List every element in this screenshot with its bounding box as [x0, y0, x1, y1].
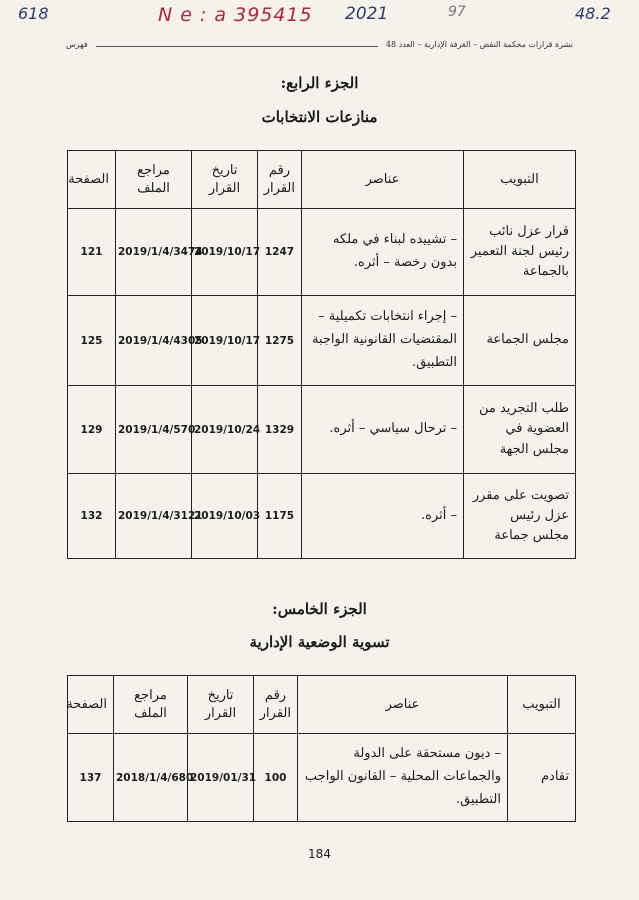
cell-elements: – أثره. [302, 474, 464, 559]
header-decision-date: تاريخ القرار [188, 676, 254, 734]
cell-category: طلب التجريد من العضوية في مجلس الجهة [464, 386, 576, 474]
cell-decision-number: 100 [254, 734, 298, 822]
header-page: الصفحة [68, 151, 116, 209]
table-row [68, 209, 576, 296]
part4-title: منازعات الانتخابات [261, 108, 378, 126]
elections-disputes-table [67, 150, 576, 559]
handwritten-year: 2021 [345, 4, 389, 24]
cell-decision-date: 2019/10/03 [192, 474, 258, 559]
header-file-reference: مراجع الملف [116, 151, 192, 209]
header-elements: عناصر [302, 151, 464, 209]
cell-category: تقادم [508, 734, 576, 822]
header-file-reference: مراجع الملف [114, 676, 188, 734]
cell-decision-date: 2019/10/17 [192, 296, 258, 386]
table-row [68, 296, 576, 386]
handwritten-red-reference: N e : a 395415 [158, 4, 313, 26]
table-row [68, 386, 576, 474]
cell-page: 121 [68, 209, 116, 296]
table-row [68, 734, 576, 822]
running-head-publication: نشرة قرارات محكمة النقض – الغرفة الإدارية – العدد 48 [385, 40, 573, 49]
header-category: التبويب [508, 676, 576, 734]
cell-elements: – تشييده لبناء في ملكه بدون رخصة – أثره. [302, 209, 464, 296]
header-elements: عناصر [298, 676, 508, 734]
page-number: 184 [308, 847, 331, 861]
cell-category: قرار عزل نائب رئيس لجنة التعمير بالجماعة [464, 209, 576, 296]
running-head-rule [96, 46, 378, 47]
cell-file-reference: 2019/1/4/3121 [116, 474, 192, 559]
cell-decision-number: 1275 [258, 296, 302, 386]
table-header-row [68, 151, 576, 209]
part5-title: تسوية الوضعية الإدارية [249, 633, 390, 651]
cell-decision-date: 2019/01/31 [188, 734, 254, 822]
part4-label: الجزء الرابع: [280, 74, 359, 92]
cell-file-reference: 2018/1/4/680 [114, 734, 188, 822]
cell-file-reference: 2019/1/4/570 [116, 386, 192, 474]
cell-page: 129 [68, 386, 116, 474]
handwritten-right-number: 48.2 [575, 4, 611, 23]
header-decision-number: رقم القرار [254, 676, 298, 734]
header-category: التبويب [464, 151, 576, 209]
cell-decision-date: 2019/10/17 [192, 209, 258, 296]
cell-page: 125 [68, 296, 116, 386]
cell-page: 137 [68, 734, 114, 822]
header-decision-number: رقم القرار [258, 151, 302, 209]
cell-category: مجلس الجماعة [464, 296, 576, 386]
cell-category: تصويت على مقرر عزل رئيس مجلس جماعة [464, 474, 576, 559]
cell-file-reference: 2019/1/4/3474 [116, 209, 192, 296]
cell-decision-date: 2019/10/24 [192, 386, 258, 474]
running-head-section: فهرس [66, 40, 88, 49]
running-head [66, 40, 573, 49]
table-row [68, 474, 576, 559]
cell-file-reference: 2019/1/4/4305 [116, 296, 192, 386]
cell-decision-number: 1247 [258, 209, 302, 296]
header-decision-date: تاريخ القرار [192, 151, 258, 209]
part5-label: الجزء الخامس: [272, 600, 367, 618]
header-page: الصفحة [68, 676, 114, 734]
cell-elements: – ديون مستحقة على الدولة والجماعات المحلية – القانون الواجب التطبيق. [298, 734, 508, 822]
cell-elements: – إجراء انتخابات تكميلية – المقتضيات القانونية الواجبة التطبيق. [302, 296, 464, 386]
cell-decision-number: 1329 [258, 386, 302, 474]
cell-decision-number: 1175 [258, 474, 302, 559]
cell-page: 132 [68, 474, 116, 559]
handwritten-left-number: 618 [18, 4, 49, 23]
table-header-row [68, 676, 576, 734]
handwritten-faint-note: 97 [448, 4, 466, 20]
cell-elements: – ترحال سياسي – أثره. [302, 386, 464, 474]
administrative-status-table [67, 675, 576, 822]
